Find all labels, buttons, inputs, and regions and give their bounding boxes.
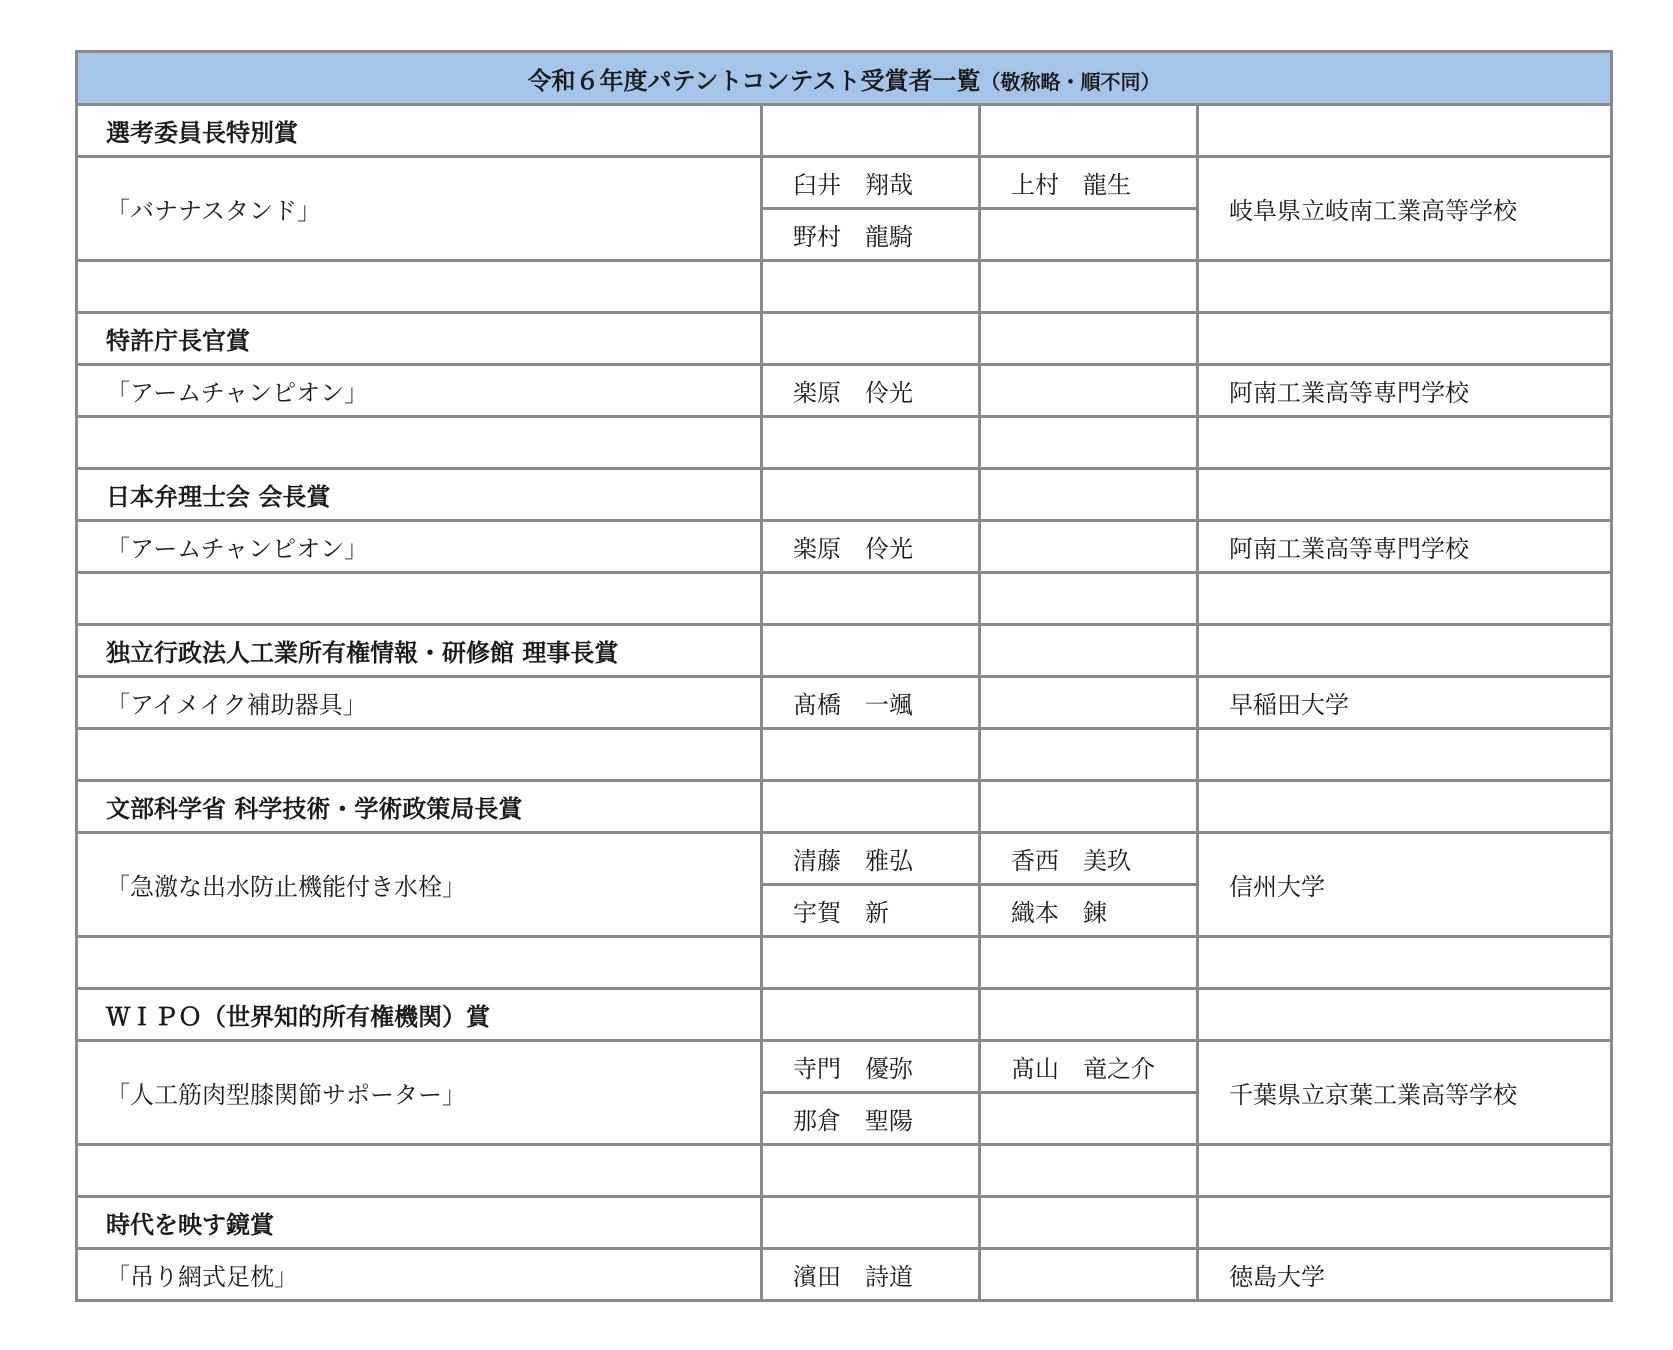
- award-header-row: [77, 781, 1612, 833]
- award-name: 選考委員長特別賞: [77, 105, 762, 157]
- empty-cell: [1198, 469, 1612, 521]
- school-name: 信州大学: [1198, 833, 1612, 937]
- empty-cell: [980, 417, 1198, 469]
- page-title: 令和６年度パテントコンテスト受賞者一覧: [527, 66, 981, 95]
- empty-cell: [980, 1197, 1198, 1249]
- empty-cell: [762, 937, 980, 989]
- empty-cell: [980, 625, 1198, 677]
- winner-name: 楽原 伶光: [762, 365, 980, 417]
- winner-name: [980, 521, 1198, 573]
- school-name: 阿南工業高等専門学校: [1198, 365, 1612, 417]
- empty-cell: [1198, 573, 1612, 625]
- title-row: [77, 52, 1612, 105]
- empty-cell: [77, 937, 762, 989]
- entry-row: [77, 365, 1612, 417]
- winner-name: 寺門 優弥: [762, 1041, 980, 1093]
- award-table: [75, 50, 1613, 1302]
- empty-cell: [1198, 1145, 1612, 1197]
- entry-title: 「吊り網式足枕」: [77, 1249, 762, 1301]
- title-cell: [77, 52, 1612, 105]
- empty-cell: [980, 1145, 1198, 1197]
- winner-name: 髙橋 一颯: [762, 677, 980, 729]
- winner-name: 織本 錬: [980, 885, 1198, 937]
- empty-cell: [1198, 1197, 1612, 1249]
- award-name: 時代を映す鏡賞: [77, 1197, 762, 1249]
- spacer-row: [77, 417, 1612, 469]
- entry-row: [77, 1249, 1612, 1301]
- empty-cell: [1198, 625, 1612, 677]
- award-header-row: [77, 1197, 1612, 1249]
- empty-cell: [762, 781, 980, 833]
- empty-cell: [980, 469, 1198, 521]
- winner-name: 清藤 雅弘: [762, 833, 980, 885]
- entry-row: [77, 157, 1612, 209]
- empty-cell: [762, 989, 980, 1041]
- title-note: （敬称略・順不同）: [980, 69, 1161, 94]
- award-header-row: [77, 469, 1612, 521]
- empty-cell: [980, 989, 1198, 1041]
- empty-cell: [762, 261, 980, 313]
- winner-name: 野村 龍騎: [762, 209, 980, 261]
- spacer-row: [77, 937, 1612, 989]
- school-name: 千葉県立京葉工業高等学校: [1198, 1041, 1612, 1145]
- empty-cell: [1198, 261, 1612, 313]
- empty-cell: [762, 105, 980, 157]
- award-name: 日本弁理士会 会長賞: [77, 469, 762, 521]
- winner-name: 楽原 伶光: [762, 521, 980, 573]
- school-name: 徳島大学: [1198, 1249, 1612, 1301]
- award-name: 文部科学省 科学技術・学術政策局長賞: [77, 781, 762, 833]
- winner-name: 香西 美玖: [980, 833, 1198, 885]
- award-header-row: [77, 625, 1612, 677]
- entry-title: 「アイメイク補助器具」: [77, 677, 762, 729]
- winner-name: 濱田 詩道: [762, 1249, 980, 1301]
- entry-title: 「人工筋肉型膝関節サポーター」: [77, 1041, 762, 1145]
- empty-cell: [1198, 417, 1612, 469]
- spacer-row: [77, 261, 1612, 313]
- spacer-row: [77, 573, 1612, 625]
- winner-name: 上村 龍生: [980, 157, 1198, 209]
- empty-cell: [77, 729, 762, 781]
- winner-name: 那倉 聖陽: [762, 1093, 980, 1145]
- entry-title: 「急激な出水防止機能付き水栓」: [77, 833, 762, 937]
- empty-cell: [1198, 105, 1612, 157]
- spacer-row: [77, 729, 1612, 781]
- award-header-row: [77, 105, 1612, 157]
- entry-row: [77, 833, 1612, 885]
- empty-cell: [980, 729, 1198, 781]
- winner-name: [980, 209, 1198, 261]
- empty-cell: [77, 417, 762, 469]
- entry-title: 「アームチャンピオン」: [77, 521, 762, 573]
- empty-cell: [762, 573, 980, 625]
- entry-row: [77, 1041, 1612, 1093]
- empty-cell: [762, 469, 980, 521]
- award-name: 特許庁長官賞: [77, 313, 762, 365]
- award-name: 独立行政法人工業所有権情報・研修館 理事長賞: [77, 625, 762, 677]
- empty-cell: [762, 729, 980, 781]
- entry-title: 「バナナスタンド」: [77, 157, 762, 261]
- empty-cell: [1198, 937, 1612, 989]
- empty-cell: [77, 1145, 762, 1197]
- award-header-row: [77, 989, 1612, 1041]
- empty-cell: [77, 261, 762, 313]
- school-name: 阿南工業高等専門学校: [1198, 521, 1612, 573]
- empty-cell: [980, 261, 1198, 313]
- entry-row: [77, 677, 1612, 729]
- empty-cell: [77, 573, 762, 625]
- empty-cell: [980, 781, 1198, 833]
- empty-cell: [1198, 313, 1612, 365]
- entry-row: [77, 521, 1612, 573]
- award-header-row: [77, 313, 1612, 365]
- empty-cell: [762, 417, 980, 469]
- empty-cell: [1198, 729, 1612, 781]
- empty-cell: [980, 573, 1198, 625]
- empty-cell: [980, 313, 1198, 365]
- winner-name: 臼井 翔哉: [762, 157, 980, 209]
- winner-name: [980, 1093, 1198, 1145]
- winner-name: [980, 1249, 1198, 1301]
- winner-name: 宇賀 新: [762, 885, 980, 937]
- school-name: 早稲田大学: [1198, 677, 1612, 729]
- empty-cell: [1198, 781, 1612, 833]
- winner-name: 髙山 竜之介: [980, 1041, 1198, 1093]
- winner-name: [980, 365, 1198, 417]
- entry-title: 「アームチャンピオン」: [77, 365, 762, 417]
- school-name: 岐阜県立岐南工業高等学校: [1198, 157, 1612, 261]
- empty-cell: [762, 313, 980, 365]
- empty-cell: [1198, 989, 1612, 1041]
- empty-cell: [762, 1145, 980, 1197]
- empty-cell: [762, 625, 980, 677]
- winner-name: [980, 677, 1198, 729]
- empty-cell: [980, 105, 1198, 157]
- award-name: ＷＩＰＯ（世界知的所有権機関）賞: [77, 989, 762, 1041]
- spacer-row: [77, 1145, 1612, 1197]
- empty-cell: [980, 937, 1198, 989]
- empty-cell: [762, 1197, 980, 1249]
